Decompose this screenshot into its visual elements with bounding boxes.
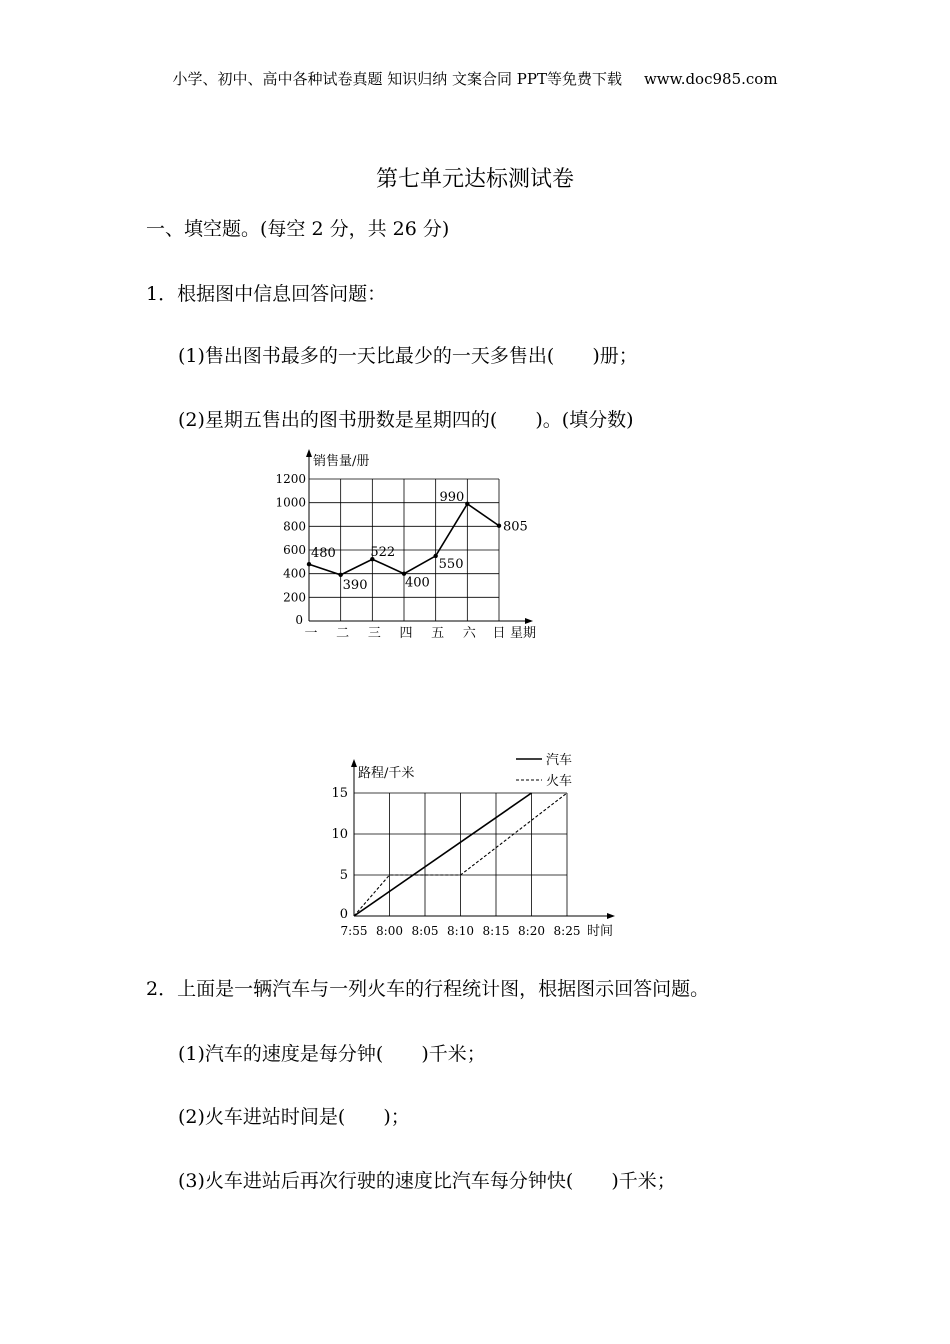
y-tick-label: 200 bbox=[283, 590, 306, 605]
question-2-part-3: (3)火车进站后再次行驶的速度比汽车每分钟快( )千米； bbox=[178, 1170, 676, 1192]
y-tick-label: 400 bbox=[283, 566, 306, 581]
x-tick-label: 8:05 bbox=[411, 924, 439, 938]
data-label: 480 bbox=[311, 546, 336, 562]
x-tick-label: 7:55 bbox=[340, 924, 368, 938]
question-2-part-1: (1)汽车的速度是每分钟( )千米； bbox=[178, 1043, 486, 1065]
x-axis-arrow bbox=[607, 913, 615, 919]
question-2-stem: 2．上面是一辆汽车与一列火车的行程统计图，根据图示回答问题。 bbox=[146, 978, 710, 1000]
question-1-part-2: (2)星期五售出的图书册数是星期四的( )。(填分数) bbox=[178, 409, 634, 431]
x-tick-label: 日 bbox=[492, 626, 506, 641]
x-axis-arrow bbox=[525, 618, 533, 624]
question-1-stem: 1．根据图中信息回答问题： bbox=[146, 283, 387, 305]
x-tick-label: 8:10 bbox=[447, 924, 474, 938]
data-label: 990 bbox=[439, 489, 465, 505]
y-axis-label: 销售量/册 bbox=[313, 454, 370, 469]
x-tick-label: 8:20 bbox=[518, 924, 545, 938]
y-tick-label: 10 bbox=[331, 827, 348, 842]
header-site: www.doc985.com bbox=[643, 70, 778, 88]
y-tick-label: 600 bbox=[283, 543, 306, 557]
distance-time-chart bbox=[320, 745, 630, 945]
data-label: 390 bbox=[342, 577, 368, 593]
series-line-car bbox=[354, 793, 532, 916]
y-axis-arrow bbox=[306, 449, 312, 457]
x-tick-label: 8:15 bbox=[482, 924, 510, 938]
y-tick-label: 1200 bbox=[275, 472, 306, 486]
data-point bbox=[338, 573, 342, 577]
data-label: 522 bbox=[370, 545, 396, 561]
question-2-part-2: (2)火车进站时间是( )； bbox=[178, 1106, 410, 1128]
x-tick-label: 四 bbox=[399, 626, 413, 641]
data-point bbox=[433, 554, 437, 558]
legend-label-train: 火车 bbox=[546, 774, 573, 789]
x-axis-label: 星期 bbox=[510, 626, 537, 641]
data-point bbox=[497, 524, 501, 528]
x-tick-label: 三 bbox=[367, 626, 381, 641]
page-header bbox=[0, 68, 950, 89]
sales-line-chart bbox=[270, 445, 560, 650]
data-label: 550 bbox=[438, 556, 464, 572]
header-text: 小学、初中、高中各种试卷真题 知识归纳 文案合同 PPT等免费下载 bbox=[172, 70, 622, 88]
y-tick-label: 800 bbox=[283, 519, 306, 534]
y-tick-label: 15 bbox=[331, 786, 348, 801]
y-axis-arrow bbox=[351, 759, 357, 767]
section-heading: 一、填空题。(每空 2 分，共 26 分) bbox=[146, 218, 450, 240]
question-1-part-1: (1)售出图书最多的一天比最少的一天多售出( )册； bbox=[178, 345, 638, 367]
legend-label-car: 汽车 bbox=[546, 753, 573, 768]
y-tick-label: 0 bbox=[295, 613, 303, 627]
y-tick-label: 5 bbox=[339, 868, 348, 883]
x-tick-label: 一 bbox=[304, 626, 318, 641]
y-axis-label: 路程/千米 bbox=[358, 766, 415, 781]
x-tick-label: 8:25 bbox=[553, 924, 581, 938]
data-label: 805 bbox=[503, 519, 528, 535]
data-point bbox=[465, 502, 469, 506]
x-tick-label: 五 bbox=[431, 626, 445, 641]
x-tick-label: 六 bbox=[462, 626, 476, 641]
x-axis-label: 时间 bbox=[587, 924, 614, 939]
y-tick-label: 1000 bbox=[275, 495, 306, 510]
x-tick-label: 8:00 bbox=[376, 924, 403, 938]
data-point bbox=[307, 562, 311, 566]
x-tick-label: 二 bbox=[336, 626, 350, 641]
y-tick-label: 0 bbox=[339, 907, 348, 922]
page-title: 第七单元达标测试卷 bbox=[375, 167, 574, 192]
data-label: 400 bbox=[405, 575, 430, 591]
